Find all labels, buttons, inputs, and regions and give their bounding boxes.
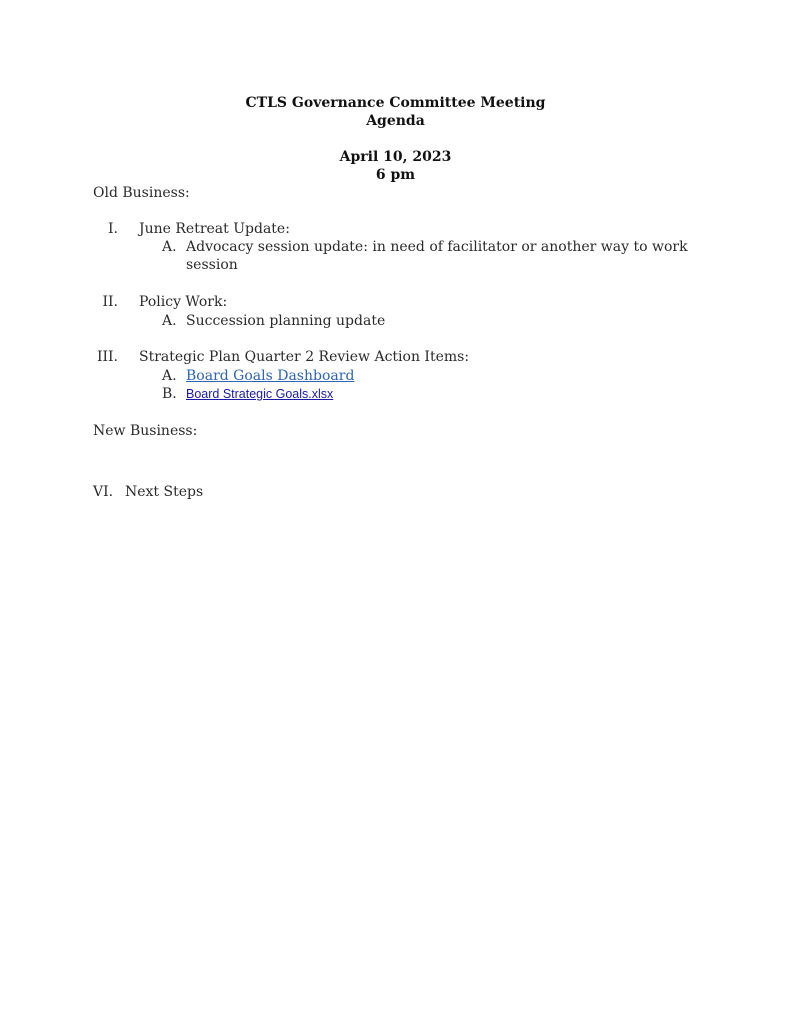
next-steps-title: Next Steps (125, 484, 204, 500)
sub-item-advocacy-line1: Advocacy session update: in need of facilitator or another way to work (186, 239, 688, 255)
item-numeral: I. (108, 221, 118, 237)
next-steps-numeral: VI. (93, 484, 114, 500)
meeting-time: 6 pm (375, 167, 416, 183)
board-goals-dashboard-link[interactable]: Board Goals Dashboard (186, 368, 355, 384)
sub-item-letter: A. (162, 239, 177, 255)
item-numeral: II. (102, 294, 118, 310)
meeting-date: April 10, 2023 (339, 149, 452, 165)
meeting-title: CTLS Governance Committee Meeting (245, 95, 546, 111)
new-business-label: New Business: (93, 423, 198, 439)
item-title-strategic-plan: Strategic Plan Quarter 2 Review Action Items: (139, 349, 470, 365)
item-numeral: III. (96, 349, 118, 365)
item-title-policy-work: Policy Work: (139, 294, 228, 310)
old-business-label: Old Business: (93, 185, 190, 201)
item-title-june-retreat: June Retreat Update: (139, 221, 290, 237)
sub-item-letter: A. (162, 368, 177, 384)
sub-item-advocacy-line2: session (186, 257, 238, 273)
sub-item-succession-planning: Succession planning update (186, 313, 386, 329)
sub-item-letter: A. (162, 313, 177, 329)
sub-item-letter: B. (162, 386, 177, 402)
board-strategic-goals-xlsx-link[interactable]: Board Strategic Goals.xlsx (186, 387, 334, 401)
agenda-subtitle: Agenda (366, 113, 425, 129)
